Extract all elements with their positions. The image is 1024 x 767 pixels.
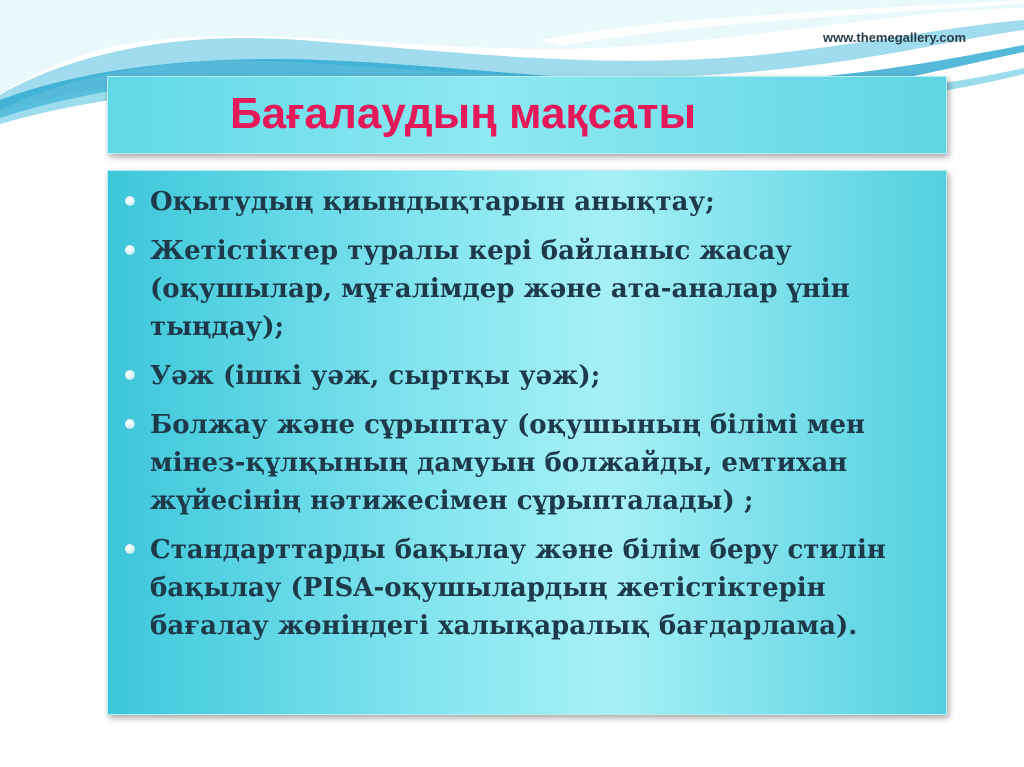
bullet-item: [123, 531, 938, 645]
bullet-text: Болжау және сұрыптау (оқушының білімі мен мінез-құлқының дамуын болжайды, емтихан жүйесінің нәтижесімен сұрыпталады) ;: [150, 410, 866, 516]
content-box: [107, 170, 947, 715]
bullet-dot-icon: [125, 544, 135, 554]
bullet-item: [123, 232, 938, 346]
bullet-list: [123, 183, 938, 656]
bullet-dot-icon: [125, 370, 135, 380]
slide-title: Бағалаудың мақсаты: [230, 89, 697, 138]
bullet-item: [123, 183, 938, 221]
bullet-item: [123, 357, 938, 395]
bullet-dot-icon: [125, 196, 135, 206]
bullet-dot-icon: [125, 419, 135, 429]
bullet-text: Уәж (ішкі уәж, сыртқы уәж);: [150, 361, 601, 391]
bullet-text: Оқытудың қиындықтарын анықтау;: [150, 187, 715, 217]
website-url: www.themegallery.com: [822, 30, 966, 45]
bullet-text: Жетістіктер туралы кері байланыс жасау (оқушылар, мұғалімдер және ата-аналар үнін тыңдау);: [150, 236, 850, 342]
bullet-text: Стандарттарды бақылау және білім беру стилін бақылау (PISA-оқушылардың жетістіктерін бағалау жөніндегі халықаралық бағдарлама).: [150, 535, 886, 641]
bullet-dot-icon: [125, 245, 135, 255]
bullet-item: [123, 406, 938, 520]
title-box: [107, 76, 947, 154]
